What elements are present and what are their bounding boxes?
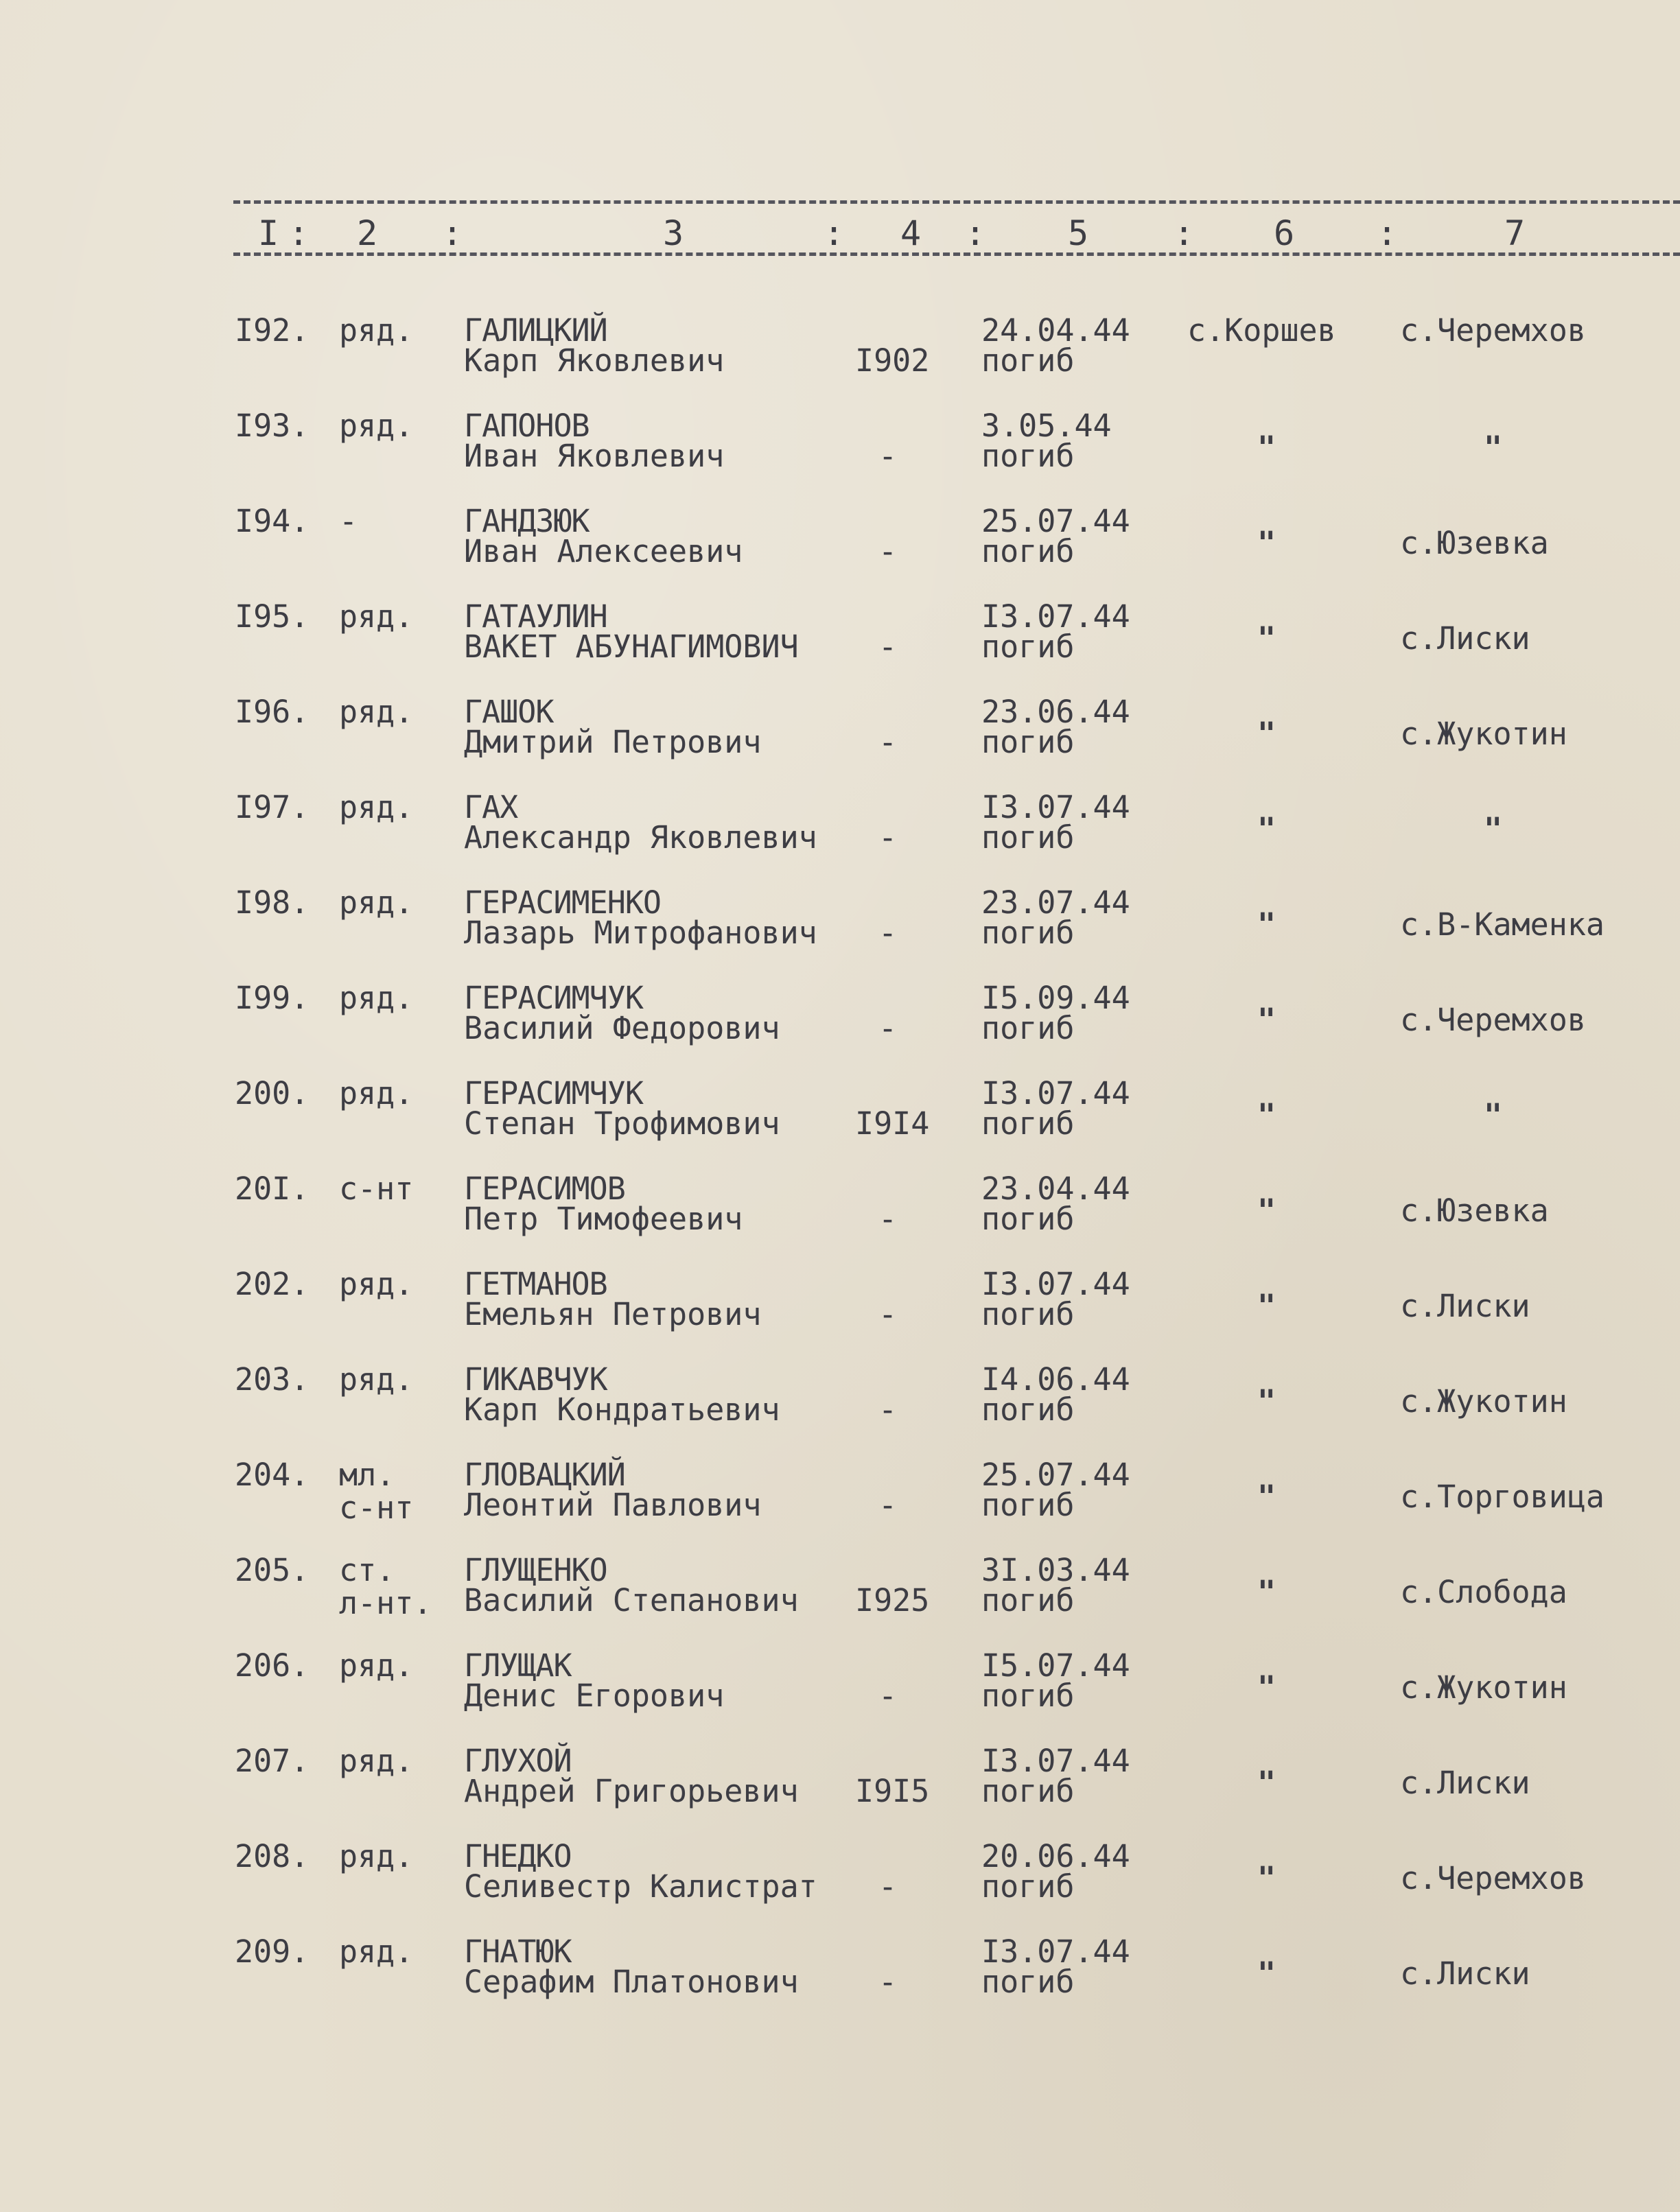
military-rank: ряд. — [339, 980, 414, 1016]
birth-year: - — [878, 533, 898, 569]
record-number: 200. — [235, 1075, 310, 1111]
military-rank: ряд. — [339, 1075, 414, 1111]
table-row — [0, 881, 1680, 963]
death-status: погиб — [981, 1105, 1075, 1142]
record-number: 208. — [235, 1838, 310, 1874]
given-name-patronymic: Леонтий Павлович — [464, 1487, 762, 1523]
date-of-death: I3.07.44 — [981, 1266, 1130, 1302]
burial-place: " — [1257, 1192, 1276, 1229]
date-of-death: 3I.03.44 — [981, 1552, 1130, 1588]
burial-place: " — [1257, 1955, 1276, 1992]
death-status: погиб — [981, 628, 1075, 665]
birth-year: I902 — [855, 342, 930, 379]
table-row — [0, 309, 1680, 391]
table-row — [0, 1930, 1680, 2012]
date-of-death: 24.04.44 — [981, 312, 1130, 349]
header-separator: : — [442, 213, 463, 253]
place-of-origin: с.Торговица — [1400, 1479, 1605, 1515]
birth-year: - — [878, 724, 898, 760]
date-of-death: 25.07.44 — [981, 503, 1130, 539]
date-of-death: I5.09.44 — [981, 980, 1130, 1016]
date-of-death: I3.07.44 — [981, 1933, 1130, 1970]
death-status: погиб — [981, 1201, 1075, 1237]
header-col-6: 6 — [1274, 213, 1295, 253]
given-name-patronymic: Карп Яковлевич — [464, 342, 725, 379]
military-rank: ряд. — [339, 598, 414, 635]
death-status: погиб — [981, 533, 1075, 569]
date-of-death: I4.06.44 — [981, 1361, 1130, 1398]
place-of-origin: с.Черемхов — [1400, 1860, 1586, 1896]
date-of-death: I3.07.44 — [981, 1075, 1130, 1111]
date-of-death: 20.06.44 — [981, 1838, 1130, 1874]
burial-place: " — [1257, 811, 1276, 847]
record-number: 20I. — [235, 1170, 310, 1207]
surname: ГАЛИЦКИЙ — [464, 312, 607, 349]
table-row — [0, 404, 1680, 486]
record-number: 209. — [235, 1933, 310, 1970]
place-of-origin: " — [1484, 430, 1503, 466]
burial-place: " — [1257, 716, 1276, 752]
death-status: погиб — [981, 1964, 1075, 2000]
table-row — [0, 690, 1680, 773]
record-number: 202. — [235, 1266, 310, 1302]
record-number: 203. — [235, 1361, 310, 1398]
place-of-origin: с.Лиски — [1400, 1765, 1530, 1801]
military-rank: ряд. — [339, 789, 414, 825]
table-row — [0, 1453, 1680, 1536]
header-col-3: 3 — [663, 213, 684, 253]
burial-place: " — [1257, 1097, 1276, 1133]
given-name-patronymic: Серафим Платонович — [464, 1964, 799, 2000]
birth-year: - — [878, 1678, 898, 1714]
header-col-1: I — [258, 213, 279, 253]
table-row — [0, 1835, 1680, 1917]
birth-year: - — [878, 915, 898, 951]
military-rank: ряд. — [339, 694, 414, 730]
date-of-death: I3.07.44 — [981, 789, 1130, 825]
surname: ГЕРАСИМЧУК — [464, 1075, 643, 1111]
death-status: погиб — [981, 342, 1075, 379]
header-col-4: 4 — [900, 213, 922, 253]
birth-year: - — [878, 438, 898, 474]
military-rank: ряд. — [339, 884, 414, 921]
given-name-patronymic: Иван Яковлевич — [464, 438, 725, 474]
date-of-death: 3.05.44 — [981, 408, 1112, 444]
death-status: погиб — [981, 1678, 1075, 1714]
date-of-death: I5.07.44 — [981, 1647, 1130, 1684]
date-of-death: 23.06.44 — [981, 694, 1130, 730]
birth-year: - — [878, 1964, 898, 2000]
table-row — [0, 1739, 1680, 1822]
record-number: I97. — [235, 789, 310, 825]
surname: ГЛУЩАК — [464, 1647, 572, 1684]
header-separator: : — [824, 213, 845, 253]
table-row — [0, 1262, 1680, 1345]
death-status: погиб — [981, 1296, 1075, 1332]
table-row — [0, 1167, 1680, 1249]
birth-year: - — [878, 819, 898, 856]
military-rank: ст. л-нт. — [339, 1552, 432, 1621]
surname: ГАШОК — [464, 694, 554, 730]
record-number: 205. — [235, 1552, 310, 1588]
surname: ГЛУЩЕНКО — [464, 1552, 607, 1588]
birth-year: - — [878, 1010, 898, 1046]
header-separator: : — [965, 213, 986, 253]
place-of-origin: с.Жукотин — [1400, 716, 1567, 752]
place-of-origin: " — [1484, 1097, 1503, 1133]
surname: ГЕРАСИМОВ — [464, 1170, 625, 1207]
date-of-death: I3.07.44 — [981, 598, 1130, 635]
surname: ГЕРАСИМЧУК — [464, 980, 643, 1016]
burial-place: " — [1257, 430, 1276, 466]
death-status: погиб — [981, 915, 1075, 951]
surname: ГЛУХОЙ — [464, 1743, 572, 1779]
given-name-patronymic: Иван Алексеевич — [464, 533, 743, 569]
surname: ГАТАУЛИН — [464, 598, 607, 635]
military-rank: ряд. — [339, 1647, 414, 1684]
date-of-death: 25.07.44 — [981, 1457, 1130, 1493]
record-number: 204. — [235, 1457, 310, 1493]
given-name-patronymic: Степан Трофимович — [464, 1105, 780, 1142]
given-name-patronymic: Лазарь Митрофанович — [464, 915, 817, 951]
table-row — [0, 976, 1680, 1059]
birth-year: - — [878, 628, 898, 665]
place-of-origin: с.Юзевка — [1400, 525, 1549, 561]
header-col-7: 7 — [1504, 213, 1526, 253]
surname: ГЛОВАЦКИЙ — [464, 1457, 625, 1493]
death-status: погиб — [981, 1582, 1075, 1619]
burial-place: " — [1257, 1383, 1276, 1420]
record-number: I98. — [235, 884, 310, 921]
table-row — [0, 595, 1680, 677]
surname: ГНЕДКО — [464, 1838, 572, 1874]
header-top-rule — [233, 200, 1680, 204]
place-of-origin: с.Лиски — [1400, 620, 1530, 657]
burial-place: " — [1257, 1479, 1276, 1515]
place-of-origin: с.Слобода — [1400, 1574, 1567, 1610]
record-number: 206. — [235, 1647, 310, 1684]
birth-year: I9I4 — [855, 1105, 930, 1142]
burial-place: " — [1257, 906, 1276, 943]
place-of-origin: с.Черемхов — [1400, 312, 1586, 349]
military-rank: мл. с-нт — [339, 1457, 414, 1526]
table-row — [0, 786, 1680, 868]
birth-year: - — [878, 1201, 898, 1237]
military-rank: ряд. — [339, 1838, 414, 1874]
place-of-origin: с.Жукотин — [1400, 1383, 1567, 1420]
surname: ГЕТМАНОВ — [464, 1266, 607, 1302]
record-number: I95. — [235, 598, 310, 635]
header-separator: : — [1174, 213, 1195, 253]
given-name-patronymic: Дмитрий Петрович — [464, 724, 762, 760]
military-rank: ряд. — [339, 408, 414, 444]
place-of-origin: с.Лиски — [1400, 1288, 1530, 1324]
date-of-death: I3.07.44 — [981, 1743, 1130, 1779]
birth-year: - — [878, 1296, 898, 1332]
military-rank: ряд. — [339, 1933, 414, 1970]
record-number: I94. — [235, 503, 310, 539]
given-name-patronymic: Андрей Григорьевич — [464, 1773, 799, 1809]
surname: ГИКАВЧУК — [464, 1361, 607, 1398]
given-name-patronymic: Петр Тимофеевич — [464, 1201, 743, 1237]
table-row — [0, 1644, 1680, 1726]
burial-place: с.Коршев — [1187, 312, 1336, 349]
given-name-patronymic: Василий Степанович — [464, 1582, 799, 1619]
place-of-origin: с.Лиски — [1400, 1955, 1530, 1992]
given-name-patronymic: Василий Федорович — [464, 1010, 780, 1046]
table-row — [0, 499, 1680, 582]
given-name-patronymic: Селивестр Калистрат — [464, 1868, 817, 1905]
birth-year: I925 — [855, 1582, 930, 1619]
surname: ГАХ — [464, 789, 518, 825]
death-status: погиб — [981, 1487, 1075, 1523]
surname: ГЕРАСИМЕНКО — [464, 884, 662, 921]
table-row — [0, 1358, 1680, 1440]
table-row — [0, 1549, 1680, 1631]
military-rank: с-нт — [339, 1170, 414, 1207]
burial-place: " — [1257, 1669, 1276, 1706]
given-name-patronymic: ВАКЕТ АБУНАГИМОВИЧ — [464, 628, 799, 665]
birth-year: - — [878, 1391, 898, 1428]
date-of-death: 23.04.44 — [981, 1170, 1130, 1207]
burial-place: " — [1257, 1765, 1276, 1801]
military-rank: ряд. — [339, 312, 414, 349]
record-number: I96. — [235, 694, 310, 730]
table-row — [0, 1072, 1680, 1154]
header-col-5: 5 — [1068, 213, 1089, 253]
record-number: 207. — [235, 1743, 310, 1779]
given-name-patronymic: Карп Кондратьевич — [464, 1391, 780, 1428]
given-name-patronymic: Александр Яковлевич — [464, 819, 817, 856]
surname: ГАНДЗЮК — [464, 503, 590, 539]
given-name-patronymic: Емельян Петрович — [464, 1296, 762, 1332]
birth-year: - — [878, 1487, 898, 1523]
place-of-origin: с.Жукотин — [1400, 1669, 1567, 1706]
death-status: погиб — [981, 1010, 1075, 1046]
record-number: I92. — [235, 312, 310, 349]
header-separator: : — [1377, 213, 1398, 253]
military-rank: ряд. — [339, 1361, 414, 1398]
burial-place: " — [1257, 620, 1276, 657]
death-status: погиб — [981, 1773, 1075, 1809]
record-number: I93. — [235, 408, 310, 444]
given-name-patronymic: Денис Егорович — [464, 1678, 725, 1714]
surname: ГАПОНОВ — [464, 408, 590, 444]
record-number: I99. — [235, 980, 310, 1016]
birth-year: - — [878, 1868, 898, 1905]
death-status: погиб — [981, 438, 1075, 474]
death-status: погиб — [981, 819, 1075, 856]
place-of-origin: с.Черемхов — [1400, 1002, 1586, 1038]
military-rank: - — [339, 503, 358, 539]
death-status: погиб — [981, 1868, 1075, 1905]
burial-place: " — [1257, 1288, 1276, 1324]
table-header — [233, 193, 1680, 262]
surname: ГНАТЮК — [464, 1933, 572, 1970]
burial-place: " — [1257, 525, 1276, 561]
military-rank: ряд. — [339, 1743, 414, 1779]
burial-place: " — [1257, 1002, 1276, 1038]
place-of-origin: " — [1484, 811, 1503, 847]
header-col-2: 2 — [357, 213, 378, 253]
burial-place: " — [1257, 1574, 1276, 1610]
date-of-death: 23.07.44 — [981, 884, 1130, 921]
death-status: погиб — [981, 1391, 1075, 1428]
place-of-origin: с.Юзевка — [1400, 1192, 1549, 1229]
header-separator: : — [288, 213, 310, 253]
death-status: погиб — [981, 724, 1075, 760]
military-rank: ряд. — [339, 1266, 414, 1302]
burial-place: " — [1257, 1860, 1276, 1896]
birth-year: I9I5 — [855, 1773, 930, 1809]
place-of-origin: с.В-Каменка — [1400, 906, 1605, 943]
